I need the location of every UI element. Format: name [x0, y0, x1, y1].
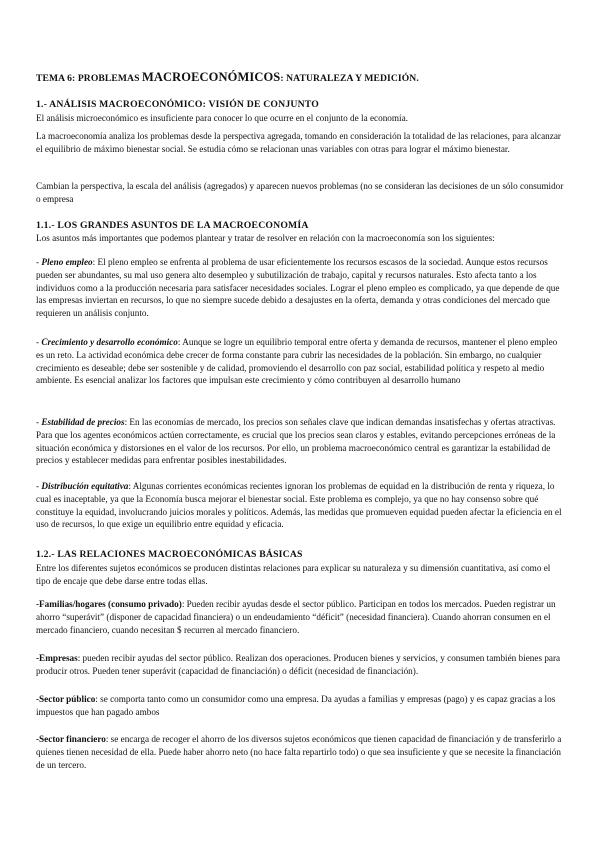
section-1-paragraph-1: El análisis microeconómico es insuficiente para conocer lo que ocurre en el conjunto de la economía.: [36, 113, 408, 123]
topic-text: : El pleno empleo se enfrenta al problema de usar eficientemente los recursos escasos de la sociedad. Aunque estos recursos pueden ser abundantes, su mal uso genera alto desempleo y subutilización de trabajo, capital y recursos naturales. Esto afecta tanto a los individuos como a la producción necesaria para satisfacer necesidades sociales. Lograr el pleno empleo es complicado, ya que depende de que las empresas inviertan en recursos, lo que no siempre sucede debido a desajustes en la oferta, demanda y otras condiciones del mercado que requieren un análisis conjunto.: [36, 257, 560, 319]
topic-text: : Aunque se logre un equilibrio temporal entre oferta y demanda de recursos, mantener el pleno empleo es un reto. La actividad económica debe crecer de forma constante para cubrir las necesidades de la población. Sin embargo, no cualquier crecimiento es deseable; debe ser sostenible y de calidad, promoviendo el desarrollo con paz social, estabilidad política y respeto al medio ambiente. Es esencial analizar los factores que impulsan este crecimiento y cómo contribuyen al desarrollo humano: [36, 337, 558, 386]
title-big: MACROECONÓMICOS: [142, 70, 281, 84]
section-1-paragraph-3: Cambian la perspectiva, la escala del análisis (agregados) y aparecen nuevos problemas (no se consideran las decisiones de un sólo consumidor o empresa: [36, 181, 564, 204]
topic-estabilidad-precios: - Estabilidad de precios: En las economías de mercado, los precios son señales clave que indican demandas insatisfechas y ofertas atractivas. Para que los agentes económicos actúen correctamente, es crucial que los precios sean claros y estables, evitando percepciones erróneas de la situación económica y distorsiones en el valor de los recursos. Por ello, un problema macroeconómico central es garantizar la estabilidad de precios y establecer medidas para enfrentar posibles inestabilidades.: [36, 417, 556, 466]
topic-text: : Algunas corrientes económicas recientes ignoran los problemas de equidad en la distribución de renta y riqueza, lo cual es inaceptable, ya que la Economía busca mejorar el bienestar social. Este problema es complejo, ya que no hay consenso sobre qué constituye la equidad, involucrando juicios morales y políticos. Además, las medidas que promueven equidad pueden afectar la eficiencia en el uso de recursos, lo que exige un equilibrio entre equidad y eficacia.: [36, 481, 562, 530]
relation-sector-financiero: [36, 733, 564, 771]
relation-term: -Sector público: [36, 694, 96, 704]
topic-term: Estabilidad de precios: [41, 417, 125, 427]
topic-term: Crecimiento y desarrollo económico: [41, 337, 178, 347]
topic-pleno-empleo: - Pleno empleo: El pleno empleo se enfrenta al problema de usar eficientemente los recursos escasos de la sociedad. Aunque estos recursos pueden ser abundantes, su mal uso genera alto desempleo y subutilización de trabajo, capital y recursos naturales. Esto afecta tanto a los individuos como a la producción necesaria para satisfacer necesidades sociales. Lograr el pleno empleo es complicado, ya que depende de que las empresas inviertan en recursos, lo que no siempre sucede debido a desajustes en la oferta, demanda y otras condiciones del mercado que requieren un análisis conjunto.: [36, 257, 560, 319]
topic-crecimiento: - Crecimiento y desarrollo económico: Aunque se logre un equilibrio temporal entre oferta y demanda de recursos, mantener el pleno empleo es un reto. La actividad económica debe crecer de forma constante para cubrir las necesidades de la población. Sin embargo, no cualquier crecimiento es deseable; debe ser sostenible y de calidad, promoviendo el desarrollo con paz social, estabilidad política y respeto al medio ambiente. Es esencial analizar los factores que impulsan este crecimiento y cómo contribuyen al desarrollo humano: [36, 337, 558, 386]
relation-term: -Empresas: [36, 653, 78, 663]
section-1-2-intro: Entre los diferentes sujetos económicos se producen distintas relaciones para explicar su naturaleza y su dimensión cuantitativa, así como el tipo de encaje que debe darse entre todas ellas.: [36, 563, 551, 586]
topic-distribucion: - Distribución equitativa: Algunas corrientes económicas recientes ignoran los problemas de equidad en la distribución de renta y riqueza, lo cual es inaceptable, ya que la Economía busca mejorar el bienestar social. Este problema es complejo, ya que no hay consenso sobre qué constituye la equidad, involucrando juicios morales y políticos. Además, las medidas que promueven equidad pueden afectar la eficiencia en el uso de recursos, lo que exige un equilibrio entre equidad y eficacia.: [36, 481, 562, 530]
relation-empresas: [36, 652, 564, 678]
topic-term: Distribución equitativa: [41, 481, 129, 491]
relation-sector-publico: [36, 693, 564, 719]
relation-familias: [36, 598, 564, 636]
relation-term: -Familias/hogares (consumo privado): [36, 599, 182, 609]
relation-text: : se comporta tanto como un consumidor como una empresa. Da ayudas a familias y empresas (pago) y es capaz gracias a los impuestos que han pagado ambos: [36, 694, 556, 717]
title-suffix: : NATURALEZA Y MEDICIÓN.: [280, 73, 419, 84]
relation-term: -Sector financiero: [36, 734, 106, 744]
relation-text: : pueden recibir ayudas del sector público. Realizan dos operaciones. Producen bienes y servicios, y consumen también bienes para producir otros. Pueden tener superávit (capacidad de financiación) o déficit (necesidad de financiación).: [36, 653, 561, 676]
section-1-heading: 1.- ANÁLISIS MACROECONÓMICO: VISIÓN DE CONJUNTO: [36, 99, 320, 110]
section-1-1-heading: 1.1.- LOS GRANDES ASUNTOS DE LA MACROECONOMÍA: [36, 220, 309, 231]
document-title: [36, 70, 576, 85]
relation-text: : Pueden recibir ayudas desde el sector público. Participan en todos los mercados. Pueden registrar un ahorro “superávit” (disponer de capacidad financiera) o un endeudamiento “déficit” (necesidad financiera). Cuando ahorran consumen en el mercado financiero, cuando necesitan $ recurren al mercado financiero.: [36, 599, 556, 635]
section-1-2-heading: 1.2.- LAS RELACIONES MACROECONÓMICAS BÁSICAS: [36, 549, 303, 560]
section-1-1-intro: Los asuntos más importantes que podemos plantear y tratar de resolver en relación con la macroeconomía son los siguientes:: [36, 233, 495, 243]
title-prefix: TEMA 6: PROBLEMAS: [36, 73, 143, 84]
topic-term: Pleno empleo: [41, 257, 93, 267]
topic-text: : En las economías de mercado, los precios son señales clave que indican demandas insatisfechas y ofertas atractivas. Para que los agentes económicos actúen correctamente, es crucial que los precios sean claros y estables, evitando percepciones erróneas de la situación económica y distorsiones en el valor de los recursos. Por ello, un problema macroeconómico central es garantizar la estabilidad de precios y establecer medidas para enfrentar posibles inestabilidades.: [36, 417, 556, 466]
relation-text: : se encarga de recoger el ahorro de los diversos sujetos económicos que tienen capacidad de financiación y de transferirlo a quienes tienen necesidad de ella. Puede haber ahorro neto (no hace falta repartirlo todo) o que sea insuficiente y que se necesite la financiación de un tercero.: [36, 734, 562, 770]
section-1-paragraph-2: La macroeconomía analiza los problemas desde la perspectiva agregada, tomando en consideración la totalidad de las relaciones, para alcanzar el equilibrio de máximo bienestar social. Se estudia cómo se relacionan unas variables con otras para lograr el máximo bienestar.: [36, 131, 561, 154]
